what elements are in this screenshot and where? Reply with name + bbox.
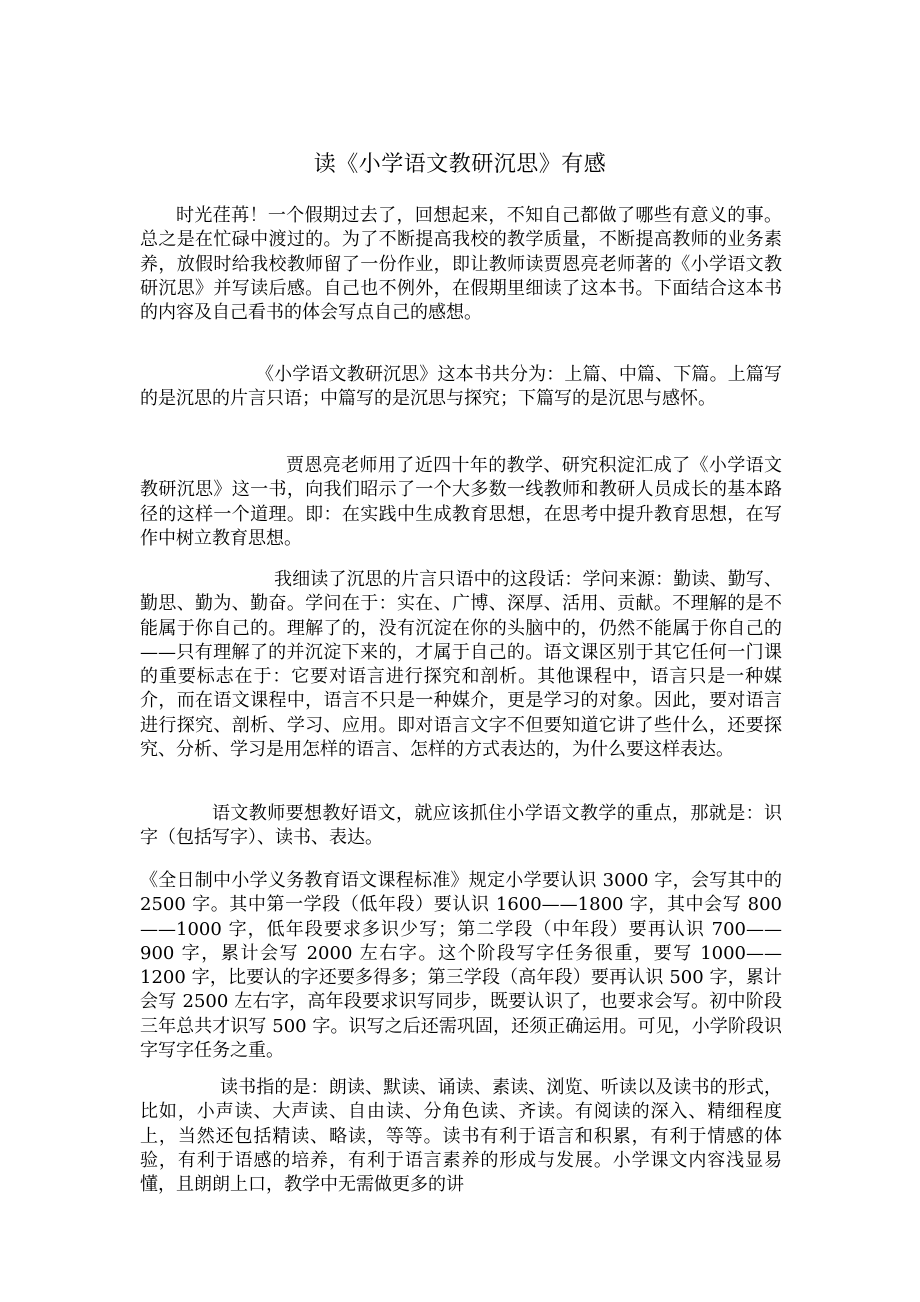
- paragraph-intro: 时光荏苒！一个假期过去了，回想起来，不知自己都做了哪些有意义的事。总之是在忙碌中渡过的。为了不断提高我校的教学质量，不断提高教师的业务素养，放假时给我校教师留了一份作业，即让教师读贾恩亮老师著的《小学语文教研沉思》并写读后感。自己也不例外，在假期里细读了这本书。下面结合这本书的内容及自己看书的体会写点自己的感想。: [140, 205, 782, 324]
- document-title: 读《小学语文教研沉思》有感: [313, 152, 607, 177]
- paragraph-author-path: 贾恩亮老师用了近四十年的教学、研究积淀汇成了《小学语文教研沉思》这一书，向我们昭示了一个大多数一线教师和教研人员成长的基本路径的这样一个道理。即：在实践中生成教育思想，在思考中提升教育思想，在写作中树立教育思想。: [140, 455, 782, 549]
- paragraph-curriculum-standard: 《全日制中小学义务教育语文课程标准》规定小学要认识 3000 字，会写其中的 2500 字。其中第一学段（低年段）要认识 1600——1800 字，其中会写 800——1000 字，低年段要求多识少写；第二学段（中年段）要再认识 700——900 字，累计会写 2000 左右字。这个阶段写字任务很重，要写 1000——1200 字，比要认的字还要多得多；第三学段（高年段）要再认识 500 字，累计会写 2500 左右字，高年段要求识写同步，既要认识了，也要求会写。初中阶段三年总共才识写 500 字。识写之后还需巩固，还须正确运用。可见，小学阶段识字写字任务之重。: [140, 870, 782, 1062]
- paragraph-teaching-focus: 语文教师要想教好语文，就应该抓住小学语文教学的重点，那就是：识字（包括写字）、读书、表达。: [140, 803, 782, 849]
- paragraph-book-structure: 《小学语文教研沉思》这本书共分为：上篇、中篇、下篇。上篇写的是沉思的片言只语；中篇写的是沉思与探究；下篇写的是沉思与感怀。: [140, 364, 782, 410]
- paragraph-reading: 读书指的是：朗读、默读、诵读、素读、浏览、听读以及读书的形式，比如，小声读、大声读、自由读、分角色读、齐读。有阅读的深入、精细程度上，当然还包括精读、略读，等等。读书有利于语言和积累，有利于情感的体验，有利于语感的培养，有利于语言素养的形成与发展。小学课文内容浅显易懂，且朗朗上口，教学中无需做更多的讲: [140, 1077, 782, 1196]
- paragraph-scholarship: 我细读了沉思的片言只语中的这段话：学问来源：勤读、勤写、勤思、勤为、勤奋。学问在于：实在、广博、深厚、活用、贡献。不理解的是不能属于你自己的。理解了的，没有沉淀在你的头脑中的，仍然不能属于你自己的——只有理解了的并沉淀下来的，才属于自己的。语文课区别于其它任何一门课的重要标志在于：它要对语言进行探究和剖析。其他课程中，语言只是一种媒介，而在语文课程中，语言不只是一种媒介，更是学习的对象。因此，要对语言进行探究、剖析、学习、应用。即对语言文字不但要知道它讲了些什么，还要探究、分析、学习是用怎样的语言、怎样的方式表达的，为什么要这样表达。: [140, 569, 782, 761]
